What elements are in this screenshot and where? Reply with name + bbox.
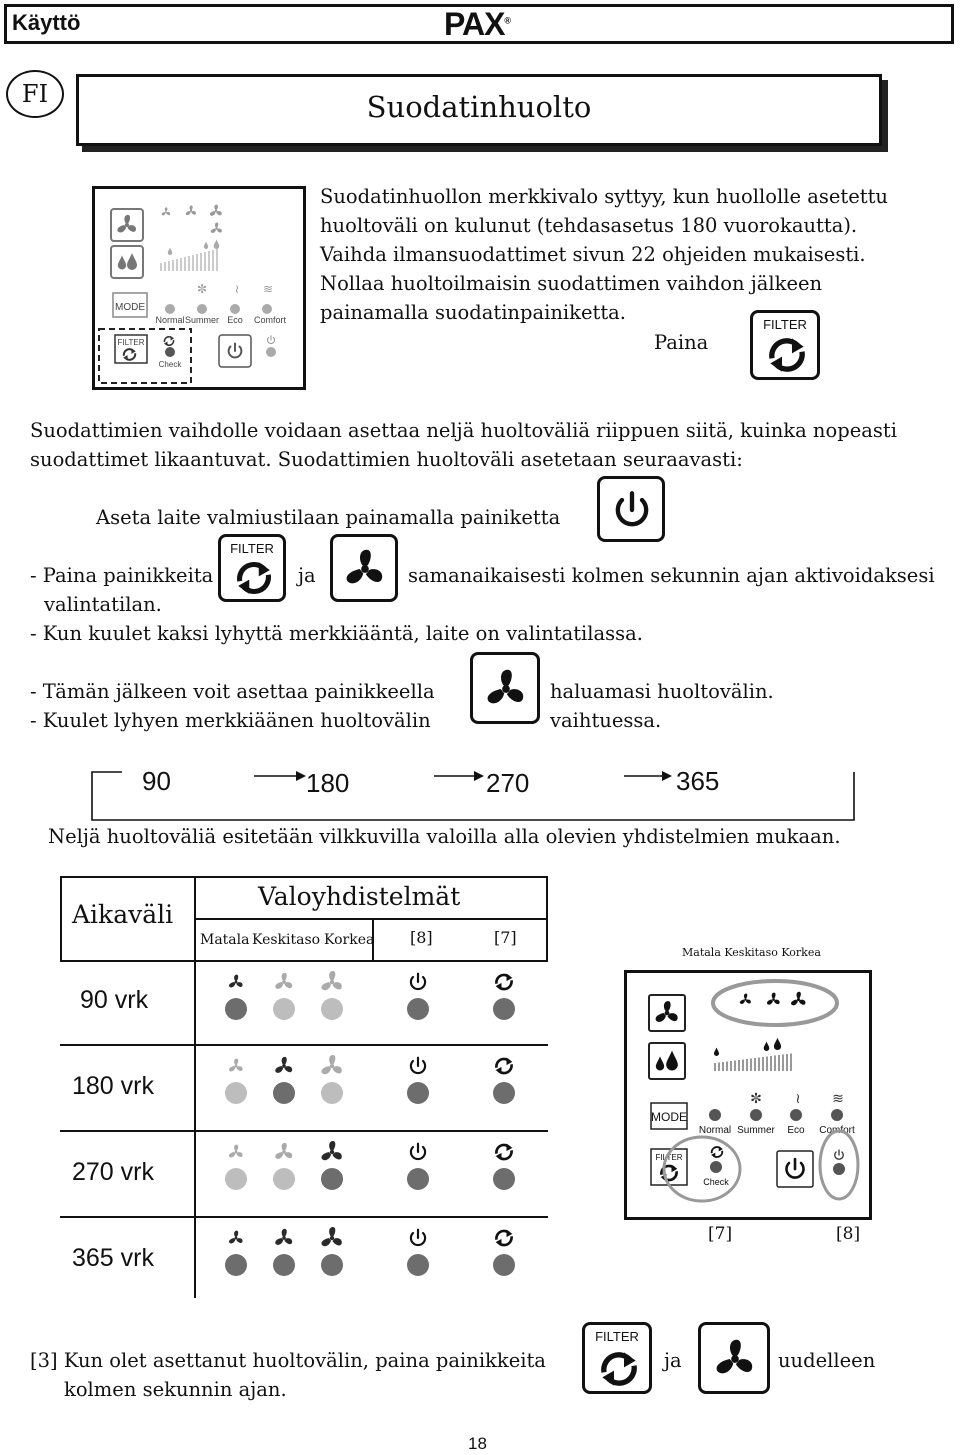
control-panel-2: [624, 970, 872, 1220]
indicator-dark: [493, 998, 515, 1020]
col-interval: Aikaväli: [72, 900, 174, 929]
indicator-light: [321, 998, 343, 1020]
filter-button-step1[interactable]: FILTER: [218, 534, 286, 602]
fan-button-footer[interactable]: [698, 1322, 770, 1394]
step1-text: - Paina painikkeita: [30, 564, 214, 587]
step4-a: - Kuulet lyhyen merkkiäänen huoltovälin: [30, 709, 431, 732]
power-icon: [408, 1142, 428, 1162]
footer-instruction: [3] Kun olet asettanut huoltovälin, paina painikkeita: [30, 1349, 546, 1372]
step1-b: samanaikaisesti kolmen sekunnin ajan aktivoidaksesi: [408, 564, 935, 587]
svg-text:Check: Check: [703, 1177, 729, 1187]
refresh-icon: [494, 1056, 514, 1076]
section-title: Käyttö: [12, 10, 81, 35]
svg-text:Normal: Normal: [698, 1125, 732, 1136]
indicator-dark: [321, 1168, 343, 1190]
fan-icon: [228, 1230, 244, 1246]
indicator-dark: [273, 1254, 295, 1276]
indicator-dark: [407, 998, 429, 1020]
row-90: 90 vrk: [80, 986, 149, 1014]
indicator-dark: [273, 1082, 295, 1104]
ref-8: [8]: [836, 1224, 861, 1244]
indicator-light: [225, 1082, 247, 1104]
refresh-icon: [494, 1142, 514, 1162]
indicator-dark: [493, 1082, 515, 1104]
step1-ja: ja: [298, 564, 316, 587]
power-icon: [408, 1228, 428, 1248]
footer-b: uudelleen: [778, 1349, 876, 1372]
fan-icon: [320, 1054, 344, 1078]
control-panel-illustration: [92, 186, 306, 390]
indicator-dark: [407, 1168, 429, 1190]
svg-text:Eco: Eco: [227, 315, 243, 325]
filter-button-footer[interactable]: FILTER: [582, 1322, 652, 1394]
power-icon: [408, 1056, 428, 1076]
svg-text:Comfort: Comfort: [819, 1125, 855, 1136]
interval-table: Aikaväli Valoyhdistelmät Matala Keskitaso Korkea [8] [7] 90 vrk 180 vrk 270 vrk 365 vrk: [60, 876, 548, 1298]
svg-text:≋: ≋: [832, 1091, 844, 1107]
svg-text:Summer: Summer: [737, 1125, 775, 1136]
combo-text: Neljä huoltoväliä esitetään vilkkuvilla valoilla alla olevien yhdistelmien mukaan.: [48, 825, 841, 848]
col-combos: Valoyhdistelmät: [258, 882, 461, 911]
footer-instruction-2: kolmen sekunnin ajan.: [64, 1378, 287, 1401]
cycle-diagram: [86, 760, 866, 824]
cycle-270: 270: [486, 768, 530, 798]
ref-7: [7]: [708, 1224, 733, 1244]
fan-icon: [347, 550, 383, 584]
page-title: Suodatinhuolto: [366, 90, 592, 124]
indicator-dark: [321, 1254, 343, 1276]
row-180: 180 vrk: [72, 1072, 154, 1100]
row-365: 365 vrk: [72, 1244, 154, 1272]
svg-text:Summer: Summer: [184, 315, 220, 325]
press-label: Paina: [654, 331, 709, 354]
panel-mode-label: MODE: [115, 302, 145, 313]
refresh-icon: [494, 1228, 514, 1248]
fan-icon: [228, 1058, 244, 1074]
step1-c: valintatilan.: [44, 593, 162, 616]
interval-paragraph: Suodattimien vaihdolle voidaan asettaa neljä huoltoväliä riippuen siitä, kuinka nopeasti suodattimet likaantuvat. Suodattimien huoltoväli asetetaan seuraavasti:: [30, 419, 897, 471]
fan-icon: [228, 974, 244, 990]
intro-paragraph: Suodatinhuollon merkkivalo syttyy, kun huollolle asetettu huoltoväli on kulunut (tehdasasetus 180 vuorokautta). Vaihda ilmansuodattimet sivun 22 ohjeiden mukaisesti. Nollaa huoltoilmaisin suodattimen vaihdon jälkeen painamalla suodatinpainiketta.: [320, 185, 888, 324]
language-badge: FI: [6, 70, 64, 118]
pax-logo: PAX®: [444, 6, 511, 42]
indicator-dark: [493, 1168, 515, 1190]
footer-ja: ja: [664, 1349, 682, 1372]
fan-button-step1[interactable]: [330, 534, 398, 602]
step3-b: haluamasi huoltovälin.: [550, 680, 774, 703]
refresh-icon: [494, 972, 514, 992]
standby-instruction: Aseta laite valmiustilaan painamalla painiketta: [96, 506, 561, 529]
svg-text:Normal: Normal: [155, 315, 185, 325]
fan-icon: [320, 1226, 344, 1250]
fan-icon: [274, 1228, 294, 1248]
cycle-90: 90: [142, 766, 171, 796]
power-icon: [618, 493, 646, 524]
svg-text:FILTER: FILTER: [117, 338, 145, 347]
svg-text:≀: ≀: [795, 1091, 801, 1107]
power-button[interactable]: [597, 476, 665, 542]
fan-icon: [228, 1144, 244, 1160]
indicator-light: [225, 1168, 247, 1190]
cycle-180: 180: [306, 768, 350, 798]
indicator-light: [273, 1168, 295, 1190]
svg-text:Eco: Eco: [787, 1125, 805, 1136]
indicator-dark: [407, 1082, 429, 1104]
step2-text: - Kun kuulet kaksi lyhyttä merkkiääntä, laite on valintatilassa.: [30, 622, 643, 645]
svg-text:FILTER: FILTER: [655, 1153, 683, 1162]
indicator-dark: [493, 1254, 515, 1276]
indicator-light: [321, 1082, 343, 1104]
indicator-dark: [225, 998, 247, 1020]
step4-b: vaihtuessa.: [550, 709, 662, 732]
page-number: 18: [468, 1434, 487, 1453]
svg-text:MODE: MODE: [651, 1110, 687, 1124]
svg-text:≋: ≋: [262, 282, 274, 296]
step3-a: - Tämän jälkeen voit asettaa painikkeella: [30, 680, 435, 703]
fan-icon: [320, 1140, 344, 1164]
indicator-dark: [225, 1254, 247, 1276]
fan-icon: [320, 970, 344, 994]
fan-icon: [274, 972, 294, 992]
refresh-icon: [770, 338, 803, 371]
fan-icon: [274, 1056, 294, 1076]
svg-text:≀: ≀: [234, 282, 240, 296]
row-270: 270 vrk: [72, 1158, 154, 1186]
indicator-dark: [407, 1254, 429, 1276]
svg-text:Check: Check: [158, 360, 182, 369]
cycle-365: 365: [676, 766, 720, 796]
panel2-caption: Matala Keskitaso Korkea: [682, 946, 821, 959]
svg-text:✼: ✼: [750, 1091, 762, 1107]
power-icon: [408, 972, 428, 992]
svg-text:Comfort: Comfort: [253, 315, 287, 325]
svg-text:✼: ✼: [196, 282, 208, 296]
indicator-light: [273, 998, 295, 1020]
filter-button[interactable]: FILTER: [750, 310, 820, 380]
fan-icon: [274, 1142, 294, 1162]
fan-button-step3[interactable]: [470, 652, 540, 724]
